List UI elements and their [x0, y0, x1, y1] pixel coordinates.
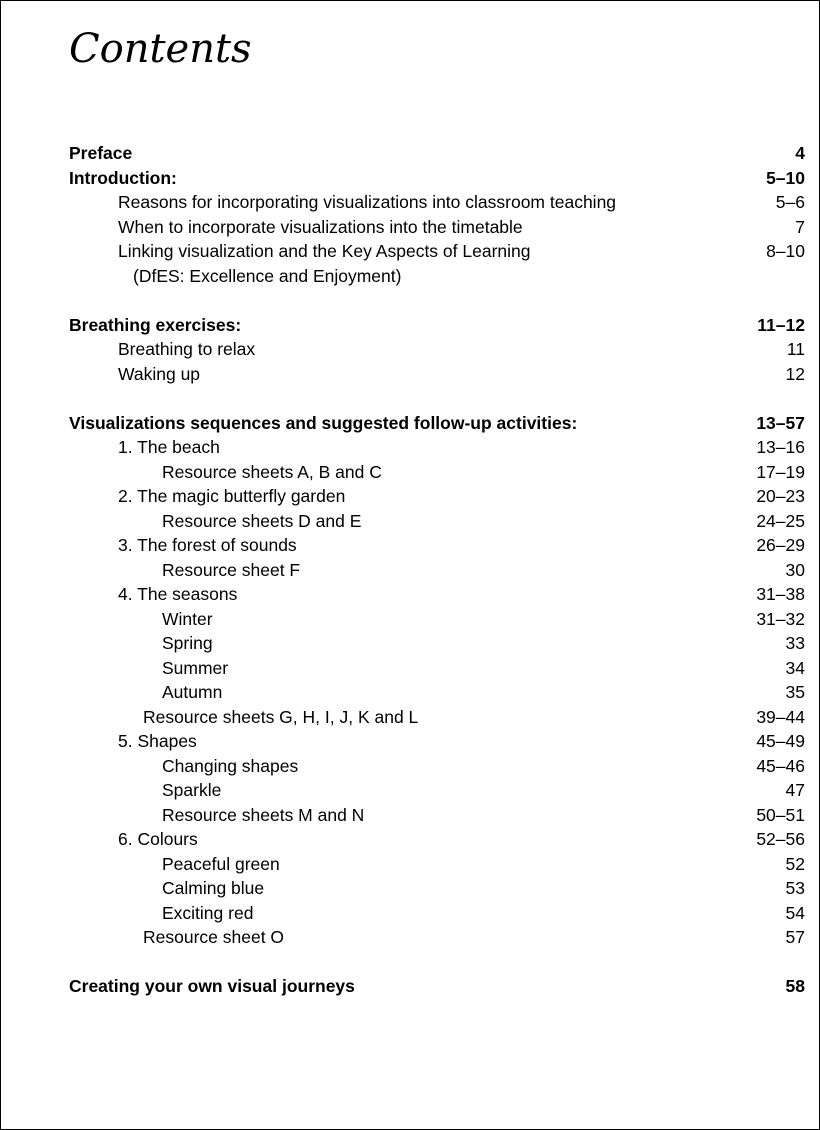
- toc-subentry: [69, 778, 805, 803]
- toc-subentry: [69, 901, 805, 926]
- toc-page-number: 5–10: [766, 167, 805, 188]
- toc-heading-breathing-exercises: [69, 313, 805, 338]
- toc-page-number: 13–57: [756, 412, 805, 433]
- toc-entry-label: 4. The seasons: [118, 584, 238, 604]
- toc-entry-label: Resource sheets A, B and C: [162, 461, 382, 482]
- toc-entry-continuation: [69, 264, 805, 289]
- toc-entry-label: Breathing to relax: [118, 339, 256, 359]
- toc-entry-beach: [69, 435, 805, 460]
- toc-heading-visual-journeys: [69, 974, 805, 999]
- toc-entry: [69, 190, 805, 215]
- toc-entry-colours: [69, 827, 805, 852]
- toc-entry-label: 3. The forest of sounds: [118, 535, 297, 555]
- toc-heading-visualizations: [69, 411, 805, 436]
- toc-entry-butterfly-garden: [69, 484, 805, 509]
- toc-page-number: 8–10: [766, 241, 805, 261]
- toc-entry-label: Peaceful green: [162, 853, 280, 874]
- section-spacer: [69, 288, 805, 313]
- toc-entry-label: Changing shapes: [162, 755, 299, 776]
- toc-subentry: [69, 460, 805, 485]
- toc-subentry: [69, 558, 805, 583]
- toc-entry: [69, 337, 805, 362]
- toc-subentry: [69, 803, 805, 828]
- toc-subentry: [69, 509, 805, 534]
- toc-page-number: 45–49: [756, 731, 805, 751]
- toc-entry-label: (DfES: Excellence and Enjoyment): [133, 265, 402, 286]
- toc-entry-label: Resource sheet O: [143, 927, 285, 947]
- toc-entry-label: Exciting red: [162, 902, 254, 923]
- toc-entry-label: 5. Shapes: [118, 731, 197, 751]
- toc-entry-seasons: [69, 582, 805, 607]
- toc-page-number: 34: [785, 657, 805, 678]
- toc-entry-shapes: [69, 729, 805, 754]
- section-spacer: [69, 386, 805, 411]
- table-of-contents: [69, 141, 805, 999]
- toc-entry-label: Sparkle: [162, 780, 222, 800]
- toc-page-number: 33: [785, 633, 805, 653]
- toc-entry-label: 2. The magic butterfly garden: [118, 486, 346, 506]
- toc-entry: [69, 215, 805, 240]
- toc-page-number: 39–44: [756, 706, 805, 727]
- toc-subentry: [69, 680, 805, 705]
- toc-entry-label: Autumn: [162, 682, 223, 702]
- toc-subentry: [69, 656, 805, 681]
- toc-heading-preface: [69, 141, 805, 166]
- toc-page-number: 57: [785, 927, 805, 947]
- toc-page-number: 52: [785, 853, 805, 874]
- toc-page-number: 58: [785, 976, 805, 996]
- toc-page-number: 4: [795, 143, 805, 163]
- toc-subentry: [69, 607, 805, 632]
- toc-page-number: 7: [795, 216, 805, 237]
- toc-page-number: 31–32: [756, 608, 805, 629]
- toc-heading-label: Creating your own visual journeys: [69, 976, 355, 996]
- toc-heading-label: Visualizations sequences and suggested follow-up activities:: [69, 412, 578, 433]
- toc-entry-label: Calming blue: [162, 878, 265, 898]
- toc-entry-label: Summer: [162, 657, 229, 678]
- toc-entry: [69, 362, 805, 387]
- toc-entry-label: Resource sheets D and E: [162, 510, 362, 531]
- toc-page-number: 53: [785, 878, 805, 898]
- toc-entry-label: Spring: [162, 633, 213, 653]
- toc-page-number: 5–6: [775, 192, 805, 212]
- toc-heading-introduction: [69, 166, 805, 191]
- toc-entry: [69, 239, 805, 264]
- toc-page-number: 11–12: [757, 314, 805, 335]
- toc-page-number: 24–25: [756, 510, 805, 531]
- toc-page-number: 54: [785, 902, 805, 923]
- toc-page-number: 20–23: [756, 486, 805, 506]
- toc-heading-label: Breathing exercises:: [69, 314, 242, 335]
- toc-page-number: 30: [785, 559, 805, 580]
- toc-entry-label: Resource sheet F: [162, 559, 301, 580]
- toc-heading-label: Introduction:: [69, 167, 177, 188]
- toc-page-number: 31–38: [756, 584, 805, 604]
- toc-heading-label: Preface: [69, 143, 133, 163]
- toc-page-number: 52–56: [756, 829, 805, 849]
- toc-page-number: 50–51: [756, 804, 805, 825]
- toc-entry-label: Resource sheets M and N: [162, 804, 365, 825]
- section-spacer: [69, 950, 805, 975]
- toc-page-number: 26–29: [756, 535, 805, 555]
- toc-subentry: [69, 631, 805, 656]
- toc-entry-label: Linking visualization and the Key Aspects of Learning: [118, 241, 531, 261]
- toc-subentry: [69, 925, 805, 950]
- toc-entry-forest-of-sounds: [69, 533, 805, 558]
- toc-subentry: [69, 852, 805, 877]
- toc-page-number: 13–16: [756, 437, 805, 457]
- toc-page-number: 45–46: [756, 755, 805, 776]
- toc-page-number: 17–19: [756, 461, 805, 482]
- toc-page-number: 35: [785, 682, 805, 702]
- toc-entry-label: 6. Colours: [118, 829, 198, 849]
- toc-page-number: 47: [785, 780, 805, 800]
- toc-subentry: [69, 754, 805, 779]
- toc-entry-label: Winter: [162, 608, 213, 629]
- toc-page-number: 12: [785, 363, 805, 384]
- toc-entry-label: 1. The beach: [118, 437, 220, 457]
- toc-entry-label: When to incorporate visualizations into the timetable: [118, 216, 523, 237]
- toc-entry-label: Waking up: [118, 363, 201, 384]
- toc-entry-label: Reasons for incorporating visualizations into classroom teaching: [118, 192, 617, 212]
- toc-subentry: [69, 705, 805, 730]
- toc-page-number: 11: [786, 339, 805, 359]
- page-title: Contents: [69, 26, 252, 72]
- toc-entry-label: Resource sheets G, H, I, J, K and L: [143, 706, 419, 727]
- toc-subentry: [69, 876, 805, 901]
